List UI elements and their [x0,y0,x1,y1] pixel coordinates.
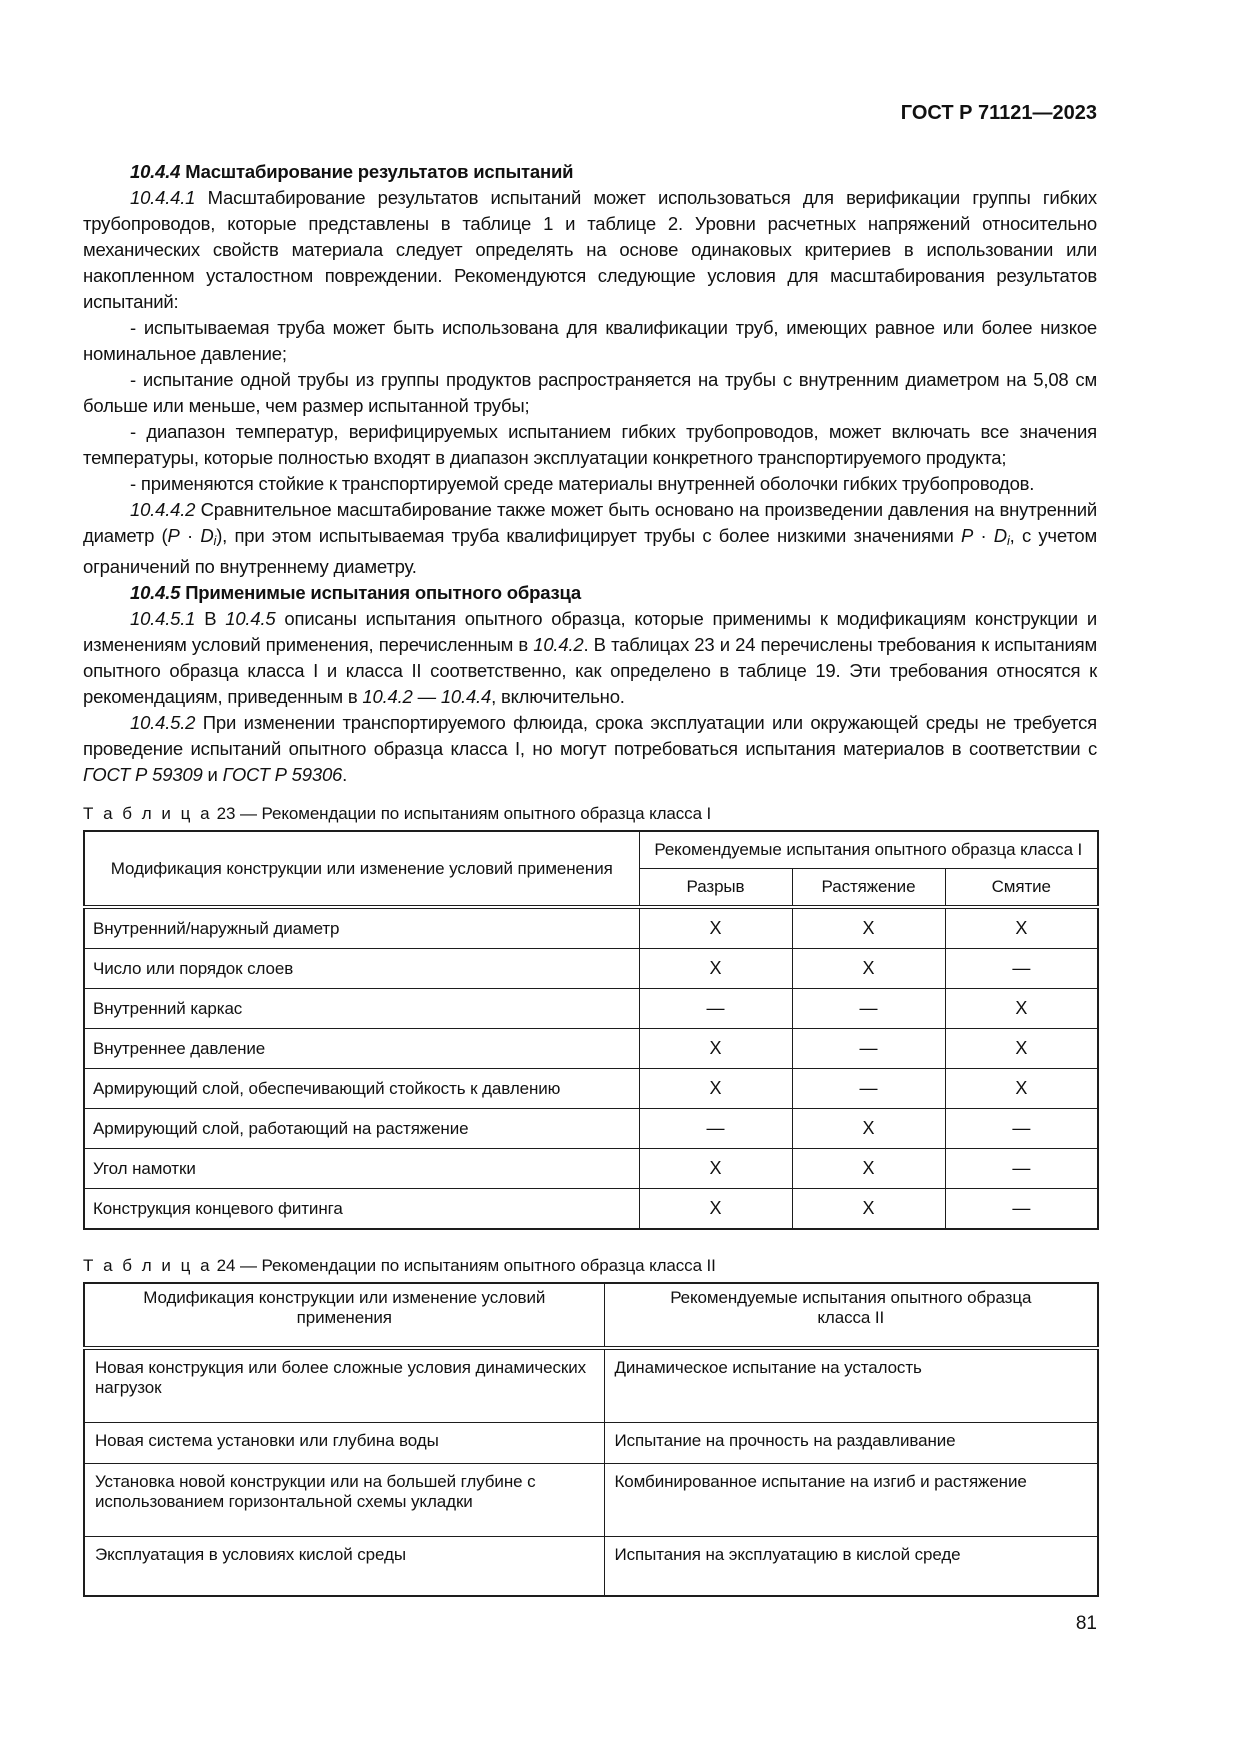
row-label: Новая система установки или глубина воды [84,1423,604,1464]
row-label: Установка новой конструкции или на большей глубине с использованием горизонтальной схемы укладки [84,1464,604,1537]
table-row [84,1464,1098,1537]
heading-title: Применимые испытания опытного образца [180,582,581,604]
table23-subheader-razryv: Разрыв [639,869,792,908]
body-text [83,159,1097,788]
table-cell: X [945,907,1098,949]
caption-word: Т а б л и ц а [83,804,213,824]
table23-group-header: Рекомендуемые испытания опытного образца класса I [639,831,1098,869]
row-label: Угол намотки [84,1149,639,1189]
table-cell: Испытание на прочность на раздавливание [604,1423,1098,1464]
bullet-item-1: - испытываемая труба может быть использована для квалификации труб, имеющих равное или более низкое номинальное давление; [83,317,1097,364]
paragraph-10-4-5-1: 10.4.5.1 В 10.4.5 описаны испытания опытного образца, которые применимы к модификациям конструкции и изменениям условий применения, перечисленным в 10.4.2. В таблицах 23 и 24 перечислены требования к испытаниям опытного образца класса I и класса II соответственно, как определено в таблице 19. Эти требования относятся к рекомендациям, приведенным в 10.4.2 — 10.4.4, включительно. [83,608,1097,708]
table23-subheader-rastyazhenie: Растяжение [792,869,945,908]
table-cell: X [792,1109,945,1149]
table23-header-row-1 [84,831,1098,869]
row-label: Внутреннее давление [84,1029,639,1069]
table24-col1-header: Модификация конструкции или изменение условий применения [84,1283,604,1348]
table-cell: X [945,1069,1098,1109]
table-row [84,1348,1098,1423]
table-cell: X [945,1029,1098,1069]
bullet-item-2: - испытание одной трубы из группы продуктов распространяется на трубы с внутренним диаметром на 5,08 см больше или меньше, чем размер испытанной трубы; [83,369,1097,416]
paragraph-10-4-4-2: 10.4.4.2 Сравнительное масштабирование также может быть основано на произведении давления на внутренний диаметр $(P \cdot D_i)$, при этом испытываемая труба квалифицирует трубы с более низкими значениями $P \cdot D_i$, с учетом ограничений по внутреннему диаметру. [83,499,1098,578]
table24-col2-header: Рекомендуемые испытания опытного образца класса II [604,1283,1098,1348]
heading-10-4-4 [83,159,1097,185]
table-cell: X [792,1149,945,1189]
table-cell: — [639,1109,792,1149]
caption-text: 24 — Рекомендации по испытаниям опытного образца класса II [212,1256,716,1276]
table-row [84,1149,1098,1189]
table-row [84,1537,1098,1597]
heading-number: 10.4.5 [130,582,181,604]
table23-caption [83,804,1097,824]
table-row [84,1029,1098,1069]
document-header: ГОСТ Р 71121—2023 [900,102,1097,124]
bullet-item-3: - диапазон температур, верифицируемых испытанием гибких трубопроводов, может включать все значения температуры, которые полностью входят в диапазон эксплуатации конкретного транспортируемого продукта; [83,421,1097,468]
table23-subheader-smyatie: Смятие [945,869,1098,908]
heading-title: Масштабирование результатов испытаний [180,161,574,182]
table23 [83,830,1099,1230]
paragraph-10-4-5-2: 10.4.5.2 При изменении транспортируемого флюида, срока эксплуатации или окружающей среды не требуется проведение испытаний опытного образца класса I, но могут потребоваться испытания материалов в соответствии с ГОСТ Р 59309 и ГОСТ Р 59306. [83,712,1097,786]
table-cell: X [639,1189,792,1230]
table-cell: — [945,1149,1098,1189]
table24-header-row [84,1283,1098,1348]
table-cell: Испытания на эксплуатацию в кислой среде [604,1537,1098,1597]
table-cell: X [639,1149,792,1189]
table-cell: — [945,949,1098,989]
content-area [83,0,1097,1635]
table-row [84,1069,1098,1109]
row-label: Армирующий слой, обеспечивающий стойкость к давлению [84,1069,639,1109]
table-row [84,989,1098,1029]
table-cell: X [639,1069,792,1109]
table24-caption [83,1256,1097,1276]
table-cell: X [639,907,792,949]
caption-word: Т а б л и ц а [83,1256,213,1276]
heading-10-4-5 [83,580,1097,606]
table-cell: X [945,989,1098,1029]
table-row [84,1109,1098,1149]
table-cell: Динамическое испытание на усталость [604,1348,1098,1423]
table23-col1-header: Модификация конструкции или изменение условий применения [84,831,639,907]
table-row [84,907,1098,949]
row-label: Число или порядок слоев [84,949,639,989]
table-cell: Комбинированное испытание на изгиб и растяжение [604,1464,1098,1537]
table-row [84,1189,1098,1230]
table-cell: X [639,1029,792,1069]
heading-number: 10.4.4 [130,161,181,182]
table-cell: X [792,907,945,949]
page-number: 81 [1075,1613,1097,1635]
table-cell: X [792,1189,945,1230]
table-cell: X [639,949,792,989]
table-row [84,1423,1098,1464]
row-label: Конструкция концевого фитинга [84,1189,639,1230]
row-label: Эксплуатация в условиях кислой среды [84,1537,604,1597]
table-cell: — [945,1189,1098,1230]
table-cell: X [792,949,945,989]
row-label: Внутренний/наружный диаметр [84,907,639,949]
caption-text: 23 — Рекомендации по испытаниям опытного образца класса I [212,804,712,824]
row-label: Армирующий слой, работающий на растяжение [84,1109,639,1149]
table-cell: — [639,989,792,1029]
table-cell: — [792,989,945,1029]
row-label: Новая конструкция или более сложные условия динамических нагрузок [84,1348,604,1423]
bullet-item-4: - применяются стойкие к транспортируемой среде материалы внутренней оболочки гибких трубопроводов. [130,473,1035,494]
table-cell: — [945,1109,1098,1149]
paragraph-10-4-4-1: 10.4.4.1 Масштабирование результатов испытаний может использоваться для верификации группы гибких трубопроводов, которые представлены в таблице 1 и таблице 2. Уровни расчетных напряжений относительно механических свойств материала следует определять на основе одинаковых критериев в использовании или накопленном усталостном повреждении. Рекомендуются следующие условия для масштабирования результатов испытаний: [83,187,1097,312]
row-label: Внутренний каркас [84,989,639,1029]
table-cell: — [792,1029,945,1069]
table24 [83,1282,1099,1597]
table-cell: — [792,1069,945,1109]
table-row [84,949,1098,989]
